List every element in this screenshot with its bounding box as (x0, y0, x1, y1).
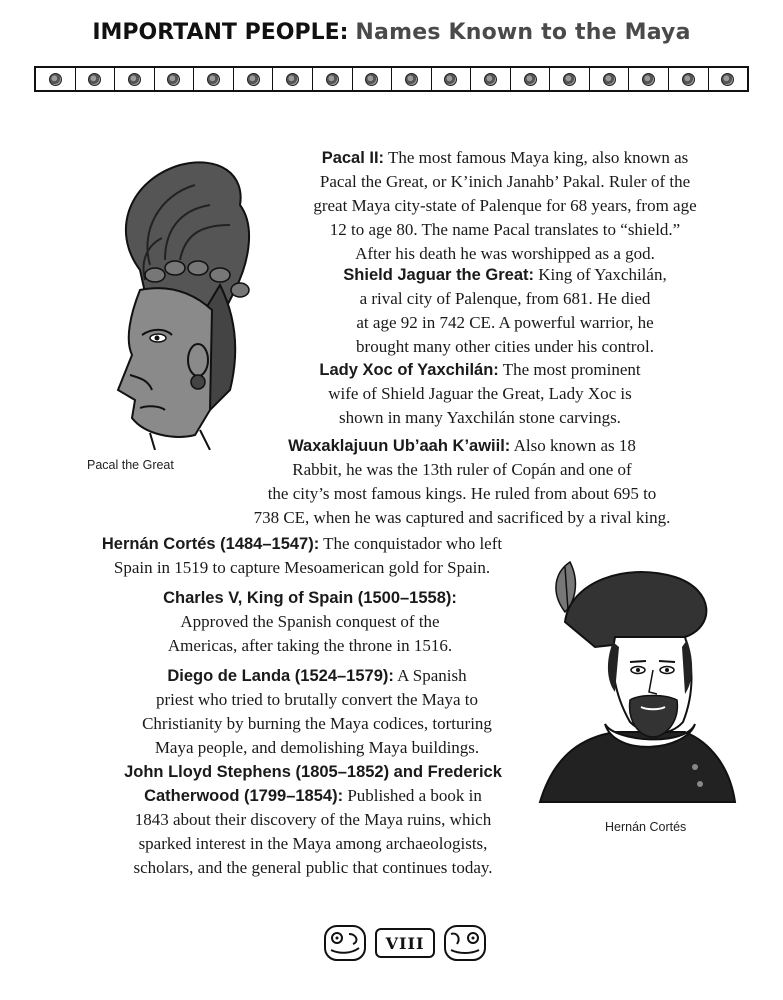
circle-glyph-icon (365, 73, 378, 86)
circle-glyph-icon (563, 73, 576, 86)
circle-glyph-icon (682, 73, 695, 86)
entry-waxaklajuun: Waxaklajuun Ub’aah K’awiil: Also known as 18 Rabbit, he was the 13th ruler of Copán and one of the city’s most famous kings. He ruled from about 695 to 738 CE, when he was captured and sacrificed by a rival king. (253, 436, 671, 527)
band-cell (194, 68, 234, 90)
circle-glyph-icon (88, 73, 101, 86)
band-cell (115, 68, 155, 90)
pacal-caption: Pacal the Great (87, 458, 174, 472)
cortes-caption: Hernán Cortés (605, 820, 687, 834)
band-cell (273, 68, 313, 90)
title-main: IMPORTANT PEOPLE: (92, 20, 349, 45)
page-title (0, 18, 783, 48)
circle-glyph-icon (642, 73, 655, 86)
band-cell (629, 68, 669, 90)
entry-charles-v: Charles V, King of Spain (1500–1558): Approved the Spanish conquest of the Americas, after taking the throne in 1516. (163, 589, 457, 655)
entry-cortes: Hernán Cortés (1484–1547): The conquistador who left Spain in 1519 to capture Mesoamerican gold for Spain. (101, 534, 503, 577)
circle-glyph-icon (603, 73, 616, 86)
entry-name: Lady Xoc of Yaxchilán: (319, 361, 499, 379)
entry-name: John Lloyd Stephens (1805–1852) and Frederick (124, 763, 502, 781)
circle-glyph-icon (167, 73, 180, 86)
entry-pacal: Pacal II: The most famous Maya king, also known as Pacal the Great, or K’inich Janahb’ Pakal. Ruler of the great Maya city-state of Palenque for 68 years, from age 12 to age 80. The name Pacal translates to “shield.” After his death he was worshipped as a god. (313, 148, 697, 263)
circle-glyph-icon (49, 73, 62, 86)
pacal-portrait (70, 150, 270, 450)
decorative-glyph-band (34, 66, 749, 92)
entry-name: Hernán Cortés (1484–1547): (101, 535, 320, 553)
title-sub: Names Known to the Maya (355, 20, 691, 45)
entry-stephens-catherwood: John Lloyd Stephens (1805–1852) and Frederick Catherwood (1799–1854): Published a book in 1843 about their discovery of the Maya ruins, which sparked interest in the Maya among archaeologists, scholars, and the general public that continues today. (124, 763, 502, 877)
cortes-portrait (535, 552, 740, 807)
entry-shield-jaguar: Shield Jaguar the Great: King of Yaxchilán, a rival city of Palenque, from 681. He died at age 92 in 742 CE. A powerful warrior, he brought many other cities under his control. (343, 265, 667, 356)
circle-glyph-icon (444, 73, 457, 86)
entry-lady-xoc: Lady Xoc of Yaxchilán: The most prominent wife of Shield Jaguar the Great, Lady Xoc is shown in many Yaxchilán stone carvings. (319, 360, 641, 427)
band-cell (76, 68, 116, 90)
entry-name: Shield Jaguar the Great: (343, 266, 534, 284)
band-cell (511, 68, 551, 90)
circle-glyph-icon (405, 73, 418, 86)
band-cell (313, 68, 353, 90)
band-cell (709, 68, 748, 90)
circle-glyph-icon (326, 73, 339, 86)
band-cell (36, 68, 76, 90)
band-cell (550, 68, 590, 90)
circle-glyph-icon (286, 73, 299, 86)
entry-name: Charles V, King of Spain (1500–1558): (163, 589, 457, 607)
circle-glyph-icon (247, 73, 260, 86)
band-cell (353, 68, 393, 90)
circle-glyph-icon (721, 73, 734, 86)
circle-glyph-icon (128, 73, 141, 86)
entry-name: Pacal II: (321, 149, 385, 167)
band-cell (590, 68, 630, 90)
band-cell (432, 68, 472, 90)
circle-glyph-icon (524, 73, 537, 86)
entry-name: Diego de Landa (1524–1579): (167, 667, 394, 685)
band-cell (471, 68, 511, 90)
page-footer (323, 923, 487, 963)
band-cell (155, 68, 195, 90)
band-cell (392, 68, 432, 90)
entry-diego-de-landa: Diego de Landa (1524–1579): A Spanish priest who tried to brutally convert the Maya to Christianity by burning the Maya codices, torturing Maya people, and demolishing Maya buildings. (142, 666, 492, 757)
circle-glyph-icon (207, 73, 220, 86)
band-cell (234, 68, 274, 90)
maya-glyph-left-icon (323, 924, 367, 962)
band-cell (669, 68, 709, 90)
page-number: VIII (375, 928, 435, 958)
circle-glyph-icon (484, 73, 497, 86)
maya-glyph-right-icon (443, 924, 487, 962)
entry-name: Waxaklajuun Ub’aah K’awiil: (288, 437, 511, 455)
entry-name-continued: Catherwood (1799–1854): (144, 787, 344, 805)
